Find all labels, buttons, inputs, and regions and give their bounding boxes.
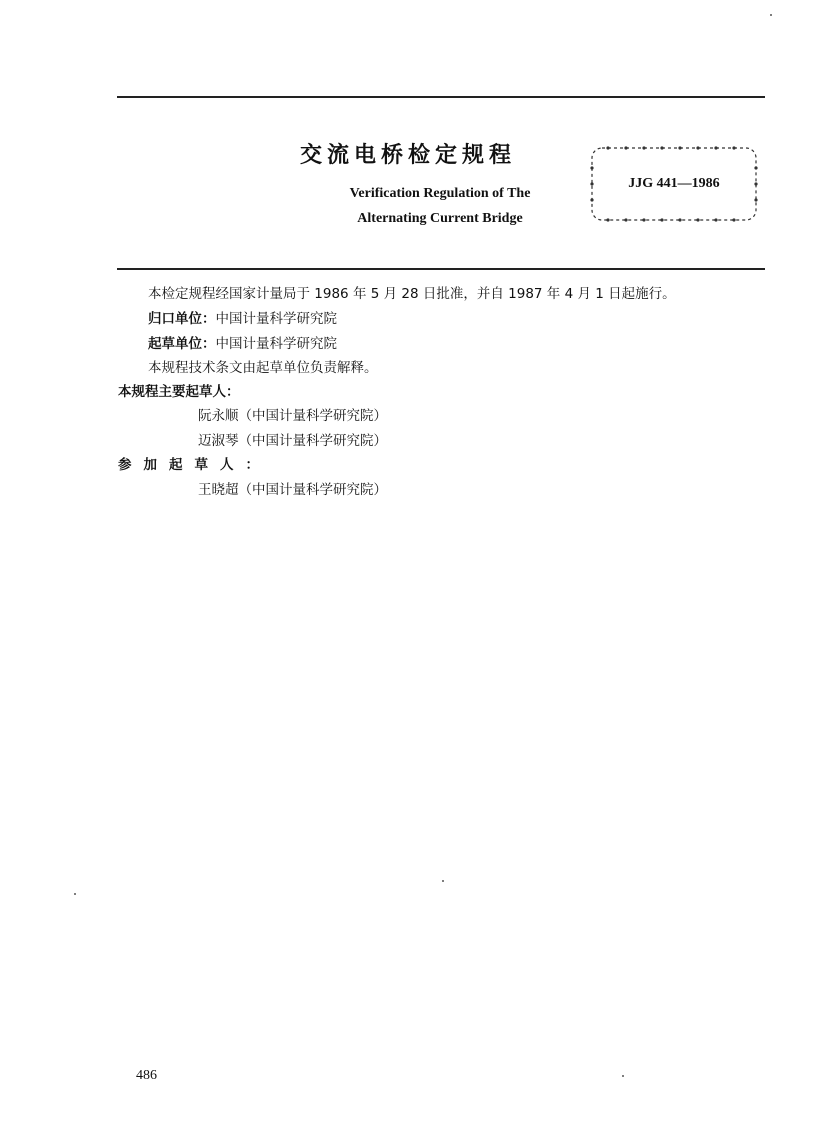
main-drafters-label: 本规程主要起草人：	[118, 384, 240, 400]
drafting-unit-label: 起草单位：	[148, 336, 216, 352]
drafting-unit	[148, 335, 337, 353]
regulation-code-box	[588, 144, 760, 224]
main-drafter-2: 迈淑琴（中国计量科学研究院）	[198, 433, 387, 449]
document-title-chinese: 交流电桥检定规程	[300, 143, 517, 168]
scan-speck	[74, 893, 76, 895]
responsible-unit-label: 归口单位：	[148, 311, 216, 327]
interpretation-statement: 本规程技术条文由起草单位负责解释。	[148, 360, 378, 376]
responsible-unit-value: 中国计量科学研究院	[215, 311, 337, 327]
drafting-unit-value: 中国计量科学研究院	[215, 336, 337, 352]
responsible-unit	[148, 310, 337, 328]
document-title-english-line-2: Alternating Current Bridge	[357, 211, 523, 226]
main-drafter-1: 阮永顺（中国计量科学研究院）	[198, 408, 387, 424]
scan-speck	[770, 14, 772, 16]
top-rule	[117, 96, 765, 98]
page-number: 486	[136, 1068, 157, 1083]
document-title-english-line-1: Verification Regulation of The	[349, 186, 531, 201]
participants-label: 参加起草人：	[118, 457, 271, 473]
approval-statement: 本检定规程经国家计量局于 1986 年 5 月 28 日批准，并自 1987 年 4 月 1 日起施行。	[148, 286, 676, 302]
scan-speck	[442, 880, 444, 882]
regulation-code: JJG 441—1986	[628, 176, 720, 191]
bottom-rule	[117, 268, 765, 270]
participant-1: 王晓超（中国计量科学研究院）	[198, 482, 387, 498]
scan-speck	[622, 1075, 624, 1077]
